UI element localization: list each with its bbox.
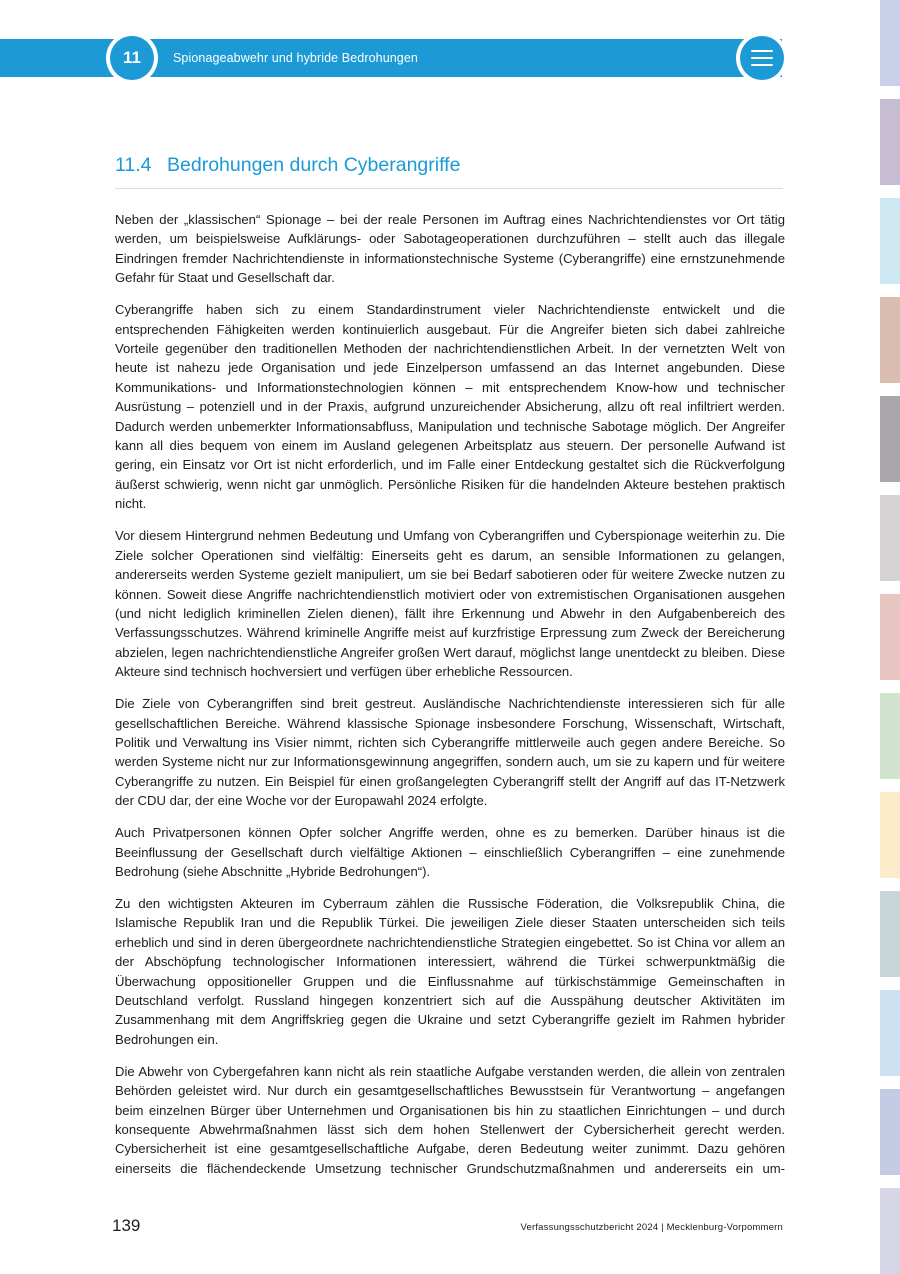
menu-button[interactable] bbox=[740, 36, 784, 80]
chapter-title: Spionageabwehr und hybride Bedrohungen bbox=[173, 51, 418, 65]
side-tab-4[interactable] bbox=[880, 297, 900, 383]
side-tab-3[interactable] bbox=[880, 198, 900, 284]
section-title: Bedrohungen durch Cyberangriffe bbox=[167, 154, 461, 176]
chapter-number-badge: 11 bbox=[110, 36, 154, 80]
section-heading bbox=[115, 154, 783, 189]
paragraph: Auch Privatpersonen können Opfer solcher Angriffe werden, ohne es zu bemerken. Darüber hinaus ist die Beeinflussung der Gesellschaft durch vielfältige Aktionen – einschließlich Cyberangriffen – eine zunehmende Bedrohung (siehe Abschnitte „Hybride Bedrohungen“). bbox=[115, 825, 785, 879]
side-tab-6[interactable] bbox=[880, 495, 900, 581]
side-tab-9[interactable] bbox=[880, 792, 900, 878]
side-tab-10[interactable] bbox=[880, 891, 900, 977]
paragraph: Neben der „klassischen“ Spionage – bei der reale Personen im Auftrag eines Nachrichtendienstes vor Ort tätig werden, um beispielsweise Aufklärungs- oder Sabotageoperationen durchzuführen – stellt auch das illegale Eindringen fremder Nachrichtendienste in informationstechnische Systeme (Cyberangriffe) eine ernstzunehmende Gefahr für Staat und Gesellschaft dar. bbox=[115, 212, 785, 286]
side-tab-2[interactable] bbox=[880, 99, 900, 185]
hamburger-menu-icon bbox=[751, 50, 773, 66]
paragraph: Cyberangriffe haben sich zu einem Standardinstrument vieler Nachrichtendienste entwickelt und die entsprechenden Fähigkeiten werden kontinuierlich ausgebaut. Für die Angreifer bieten sich dabei zahlreiche Vorteile gegenüber den traditionellen Methoden der nachrichtendienstlichen Arbeit. In der vernetzten Welt von heute ist nahezu jede Organisation und jede Einzelperson umfassend an das Internet angebunden. Diese Kommunikations- und Informationstechnologien können – mit entsprechendem Know-how und technischer Ausrüstung – potenziell und in der Praxis, aufgrund unzureichender Absicherung, allzu oft real infiltriert werden. Dadurch werden unbemerkter Informationsabfluss, Manipulation und technische Sabotage möglich. Der Angreifer kann all dies bequem von einem im Ausland gelegenen Arbeitsplatz aus steuern. Der personelle Aufwand ist gering, ein Einsatz vor Ort ist nicht erforderlich, und im Falle einer Entdeckung gestaltet sich die Rückverfolgung äußerst schwierig, wenn nicht gar unmöglich. Persönliche Risiken für die handelnden Akteure bestehen praktisch nicht. bbox=[115, 302, 785, 512]
section-number: 11.4 bbox=[115, 154, 152, 176]
side-tab-5[interactable] bbox=[880, 396, 900, 482]
side-tab-13[interactable] bbox=[880, 1188, 900, 1274]
paragraph: Die Abwehr von Cybergefahren kann nicht als rein staatliche Aufgabe verstanden werden, die allein von zentralen Behörden geleistet wird. Nur durch ein gesamtgesellschaftliches Bewusstsein für Verantwortung – angefangen beim einzelnen Bürger über Unternehmen und Organisationen bis hin zu staatlichen Einrichtungen – und durch konsequente Abwehrmaßnahmen lässt sich dem hohen Stellenwert der Cybersicherheit gerecht werden. Cybersicherheit ist eine gesamtgesellschaftliche Aufgabe, deren Bedeutung weiter zunimmt. Dazu gehören einerseits die flächendeckende Umsetzung technischer Grundschutzmaßnahmen und andererseits ein um- bbox=[115, 1063, 785, 1176]
page-number: 139 bbox=[112, 1216, 141, 1235]
paragraph: Zu den wichtigsten Akteuren im Cyberraum zählen die Russische Föderation, die Volksrepublik China, die Islamische Republik Iran und die Republik Türkei. Die jeweiligen Ziele dieser Staaten unterscheiden sich teils erheblich und sind in deren übergeordnete nachrichtendienstliche Strategien eingebettet. So ist China vor allem an der Abschöpfung technologischer Informationen interessiert, während die Türkei schwerpunktmäßig die Überwachung oppositioneller Gruppen und die Einflussnahme auf türkischstämmige Gemeinschaften in Deutschland verfolgt. Russland hingegen konzentriert sich auf die Ausspähung deutscher Aktivitäten im Zusammenhang mit dem Angriffskrieg gegen die Ukraine und setzt Cyberangriffe gezielt im Rahmen hybrider Bedrohungen ein. bbox=[115, 895, 785, 1047]
chapter-side-tabs bbox=[880, 0, 900, 1272]
side-tab-8[interactable] bbox=[880, 693, 900, 779]
paragraph: Die Ziele von Cyberangriffen sind breit gestreut. Ausländische Nachrichtendienste interessieren sich für alle gesellschaftlichen Bereiche. Während klassische Spionage insbesondere Forschung, Wissenschaft, Wirtschaft, Politik und Verwaltung ins Visier nimmt, richten sich Cyberangriffe mittlerweile auch gegen andere Bereiche. So werden Systeme nicht nur zur Informationsgewinnung angegriffen, sondern auch, um sie zu kapern und für weitere Cyberangriffe zu nutzen. Ein Beispiel für einen großangelegten Cyberangriff stellt der Angriff auf das IT-Netzwerk der CDU dar, der eine Woche vor der Europawahl 2024 erfolgte. bbox=[115, 696, 785, 809]
side-tab-12[interactable] bbox=[880, 1089, 900, 1175]
body-text bbox=[115, 210, 785, 1191]
side-tab-7[interactable] bbox=[880, 594, 900, 680]
side-tab-1[interactable] bbox=[880, 0, 900, 86]
side-tab-11[interactable] bbox=[880, 990, 900, 1076]
paragraph: Vor diesem Hintergrund nehmen Bedeutung und Umfang von Cyberangriffen und Cyberspionage weiterhin zu. Die Ziele solcher Operationen sind vielfältig: Einerseits geht es darum, an sensible Informationen zu gelangen, andererseits werden Systeme gezielt manipuliert, um sie bei Bedarf sabotieren oder für weitere Zwecke nutzen zu können. Soweit diese Angriffe nachrichtendienstlich motiviert oder von extremistischen Organisationen ausgehen (und nicht lediglich kriminellen Zielen dienen), fällt ihre Erkennung und Abwehr in den Aufgabenbereich des Verfassungsschutzes. Während kriminelle Angriffe meist auf kurzfristige Erpressung zum Zweck der Bereicherung abzielen, legen nachrichtendienstliche Angreifer großen Wert darauf, möglichst lange unentdeckt zu bleiben. Diese Akteure sind technisch hochversiert und verfügen über erhebliche Ressourcen. bbox=[115, 528, 785, 680]
footer-publication: Verfassungsschutzbericht 2024 | Mecklenburg-Vorpommern bbox=[520, 1222, 783, 1233]
